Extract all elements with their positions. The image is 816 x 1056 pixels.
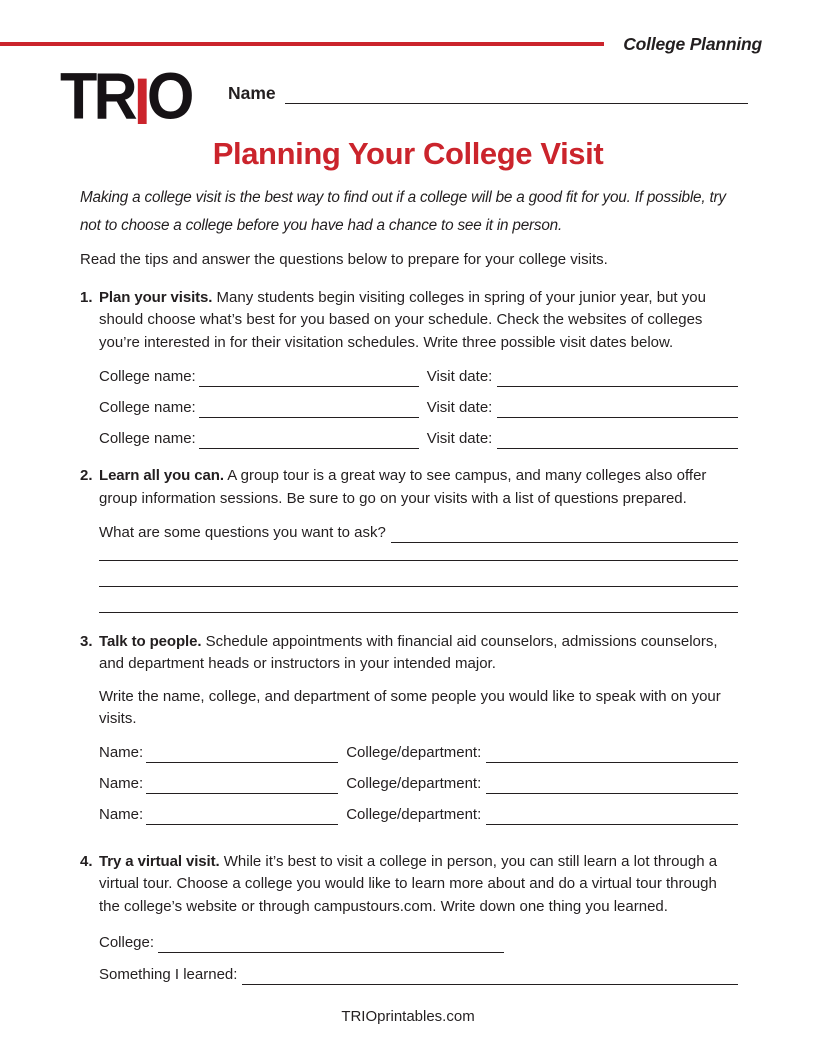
college-department-label: College/department: — [346, 743, 482, 761]
college-visit-row — [99, 397, 738, 418]
college-department-line[interactable] — [486, 808, 738, 825]
person-row — [99, 773, 738, 794]
worksheet-content — [80, 184, 738, 985]
section-plan-your-visits — [80, 287, 738, 449]
section-heading: Learn all you can. — [99, 467, 224, 485]
questions-write-in-line[interactable] — [391, 526, 738, 543]
college-visit-row — [99, 428, 738, 449]
person-name-label: Name: — [99, 774, 144, 792]
section-try-virtual-visit — [80, 851, 738, 985]
college-department-line[interactable] — [486, 777, 738, 794]
college-name-label: College name: — [99, 430, 196, 448]
section-number: 4. — [80, 852, 93, 870]
name-label: Name — [228, 83, 276, 103]
category-label: College Planning — [623, 33, 762, 54]
header-row — [0, 33, 762, 55]
college-name-line[interactable] — [199, 432, 419, 449]
intro-paragraph: Making a college visit is the best way to find out if a college will be a good fit for you. If possible, try not to choose a college before you have had a chance to see it in person. — [80, 189, 726, 234]
trio-logo — [60, 59, 191, 139]
section-body — [99, 851, 738, 985]
name-field-row — [228, 78, 748, 104]
questions-label: What are some questions you want to ask? — [99, 524, 386, 542]
section-text: A group tour is a great way to see campus, and many colleges also offer group information sessions. Be sure to go on your visits with a list of questions prepared. — [99, 467, 707, 507]
section-learn-all-you-can — [80, 465, 738, 613]
section-text: While it’s best to visit a college in person, you can still learn a lot through a virtual tour. Choose a college you would like to learn more about and do a virtual tour through the college’s website or through campustours.com. Write down one thing you learned. — [99, 852, 718, 915]
footer-site-label: TRIOprintables.com — [341, 1008, 475, 1025]
college-department-line[interactable] — [486, 746, 738, 763]
section-lead — [99, 851, 738, 918]
college-name-line[interactable] — [199, 370, 419, 387]
something-learned-line[interactable] — [242, 968, 738, 985]
instruction-paragraph: Read the tips and answer the questions below to prepare for your college visits. — [80, 251, 608, 268]
college-department-label: College/department: — [346, 774, 482, 792]
person-name-label: Name: — [99, 743, 144, 761]
person-row — [99, 742, 738, 763]
visit-date-label: Visit date: — [426, 430, 493, 448]
section-text: Schedule appointments with financial aid counselors, admissions counselors, and department heads or instructors in your intended major. — [99, 633, 718, 673]
visit-date-line[interactable] — [497, 432, 738, 449]
section-heading: Talk to people. — [99, 633, 202, 651]
visit-date-label: Visit date: — [426, 368, 493, 386]
visit-date-line[interactable] — [497, 370, 738, 387]
college-department-label: College/department: — [346, 805, 482, 823]
something-learned-label: Something I learned: — [99, 966, 238, 984]
college-visit-row — [99, 366, 738, 387]
questions-row — [99, 522, 738, 543]
section-number: 3. — [80, 633, 93, 651]
person-name-line[interactable] — [146, 777, 338, 794]
section-lead — [99, 465, 738, 510]
college-name-label: College name: — [99, 399, 196, 417]
college-name-label: College name: — [99, 368, 196, 386]
section-heading: Plan your visits. — [99, 289, 213, 306]
section-lead — [99, 287, 738, 354]
college-name-line[interactable] — [199, 401, 419, 418]
questions-write-in-line[interactable] — [99, 561, 738, 587]
header-red-rule — [0, 42, 604, 46]
section-body — [99, 465, 738, 613]
section-heading: Try a virtual visit. — [99, 852, 220, 870]
section-text: Many students begin visiting colleges in spring of your junior year, but you should choose what’s best for you based on your schedule. Check the websites of colleges you’re interested in for their visitation schedules. Write three possible visit dates below. — [99, 289, 706, 351]
visit-date-label: Visit date: — [426, 399, 493, 417]
person-name-label: Name: — [99, 805, 144, 823]
page-title: Planning Your College Visit — [212, 136, 604, 171]
logo-letters-tr: TR — [60, 59, 134, 134]
section-number: 2. — [80, 467, 93, 485]
something-learned-row — [99, 964, 738, 985]
questions-write-in-line[interactable] — [99, 587, 738, 613]
virtual-college-row — [99, 932, 738, 953]
logo-letter-o: O — [146, 59, 191, 134]
virtual-college-label: College: — [99, 934, 155, 952]
person-name-line[interactable] — [146, 746, 338, 763]
logo-letter-i: I — [133, 65, 147, 139]
person-name-line[interactable] — [146, 808, 338, 825]
virtual-college-line[interactable] — [158, 936, 504, 953]
person-row — [99, 804, 738, 825]
name-write-in-line[interactable] — [285, 83, 748, 104]
section-talk-to-people — [80, 631, 738, 825]
questions-write-in-line[interactable] — [99, 543, 738, 561]
section-body — [99, 287, 738, 449]
section-number: 1. — [80, 289, 93, 306]
section-body — [99, 631, 738, 825]
section-lead — [99, 631, 738, 676]
section-prompt: Write the name, college, and department of some people you would like to speak with on your visits. — [99, 687, 721, 727]
visit-date-line[interactable] — [497, 401, 738, 418]
